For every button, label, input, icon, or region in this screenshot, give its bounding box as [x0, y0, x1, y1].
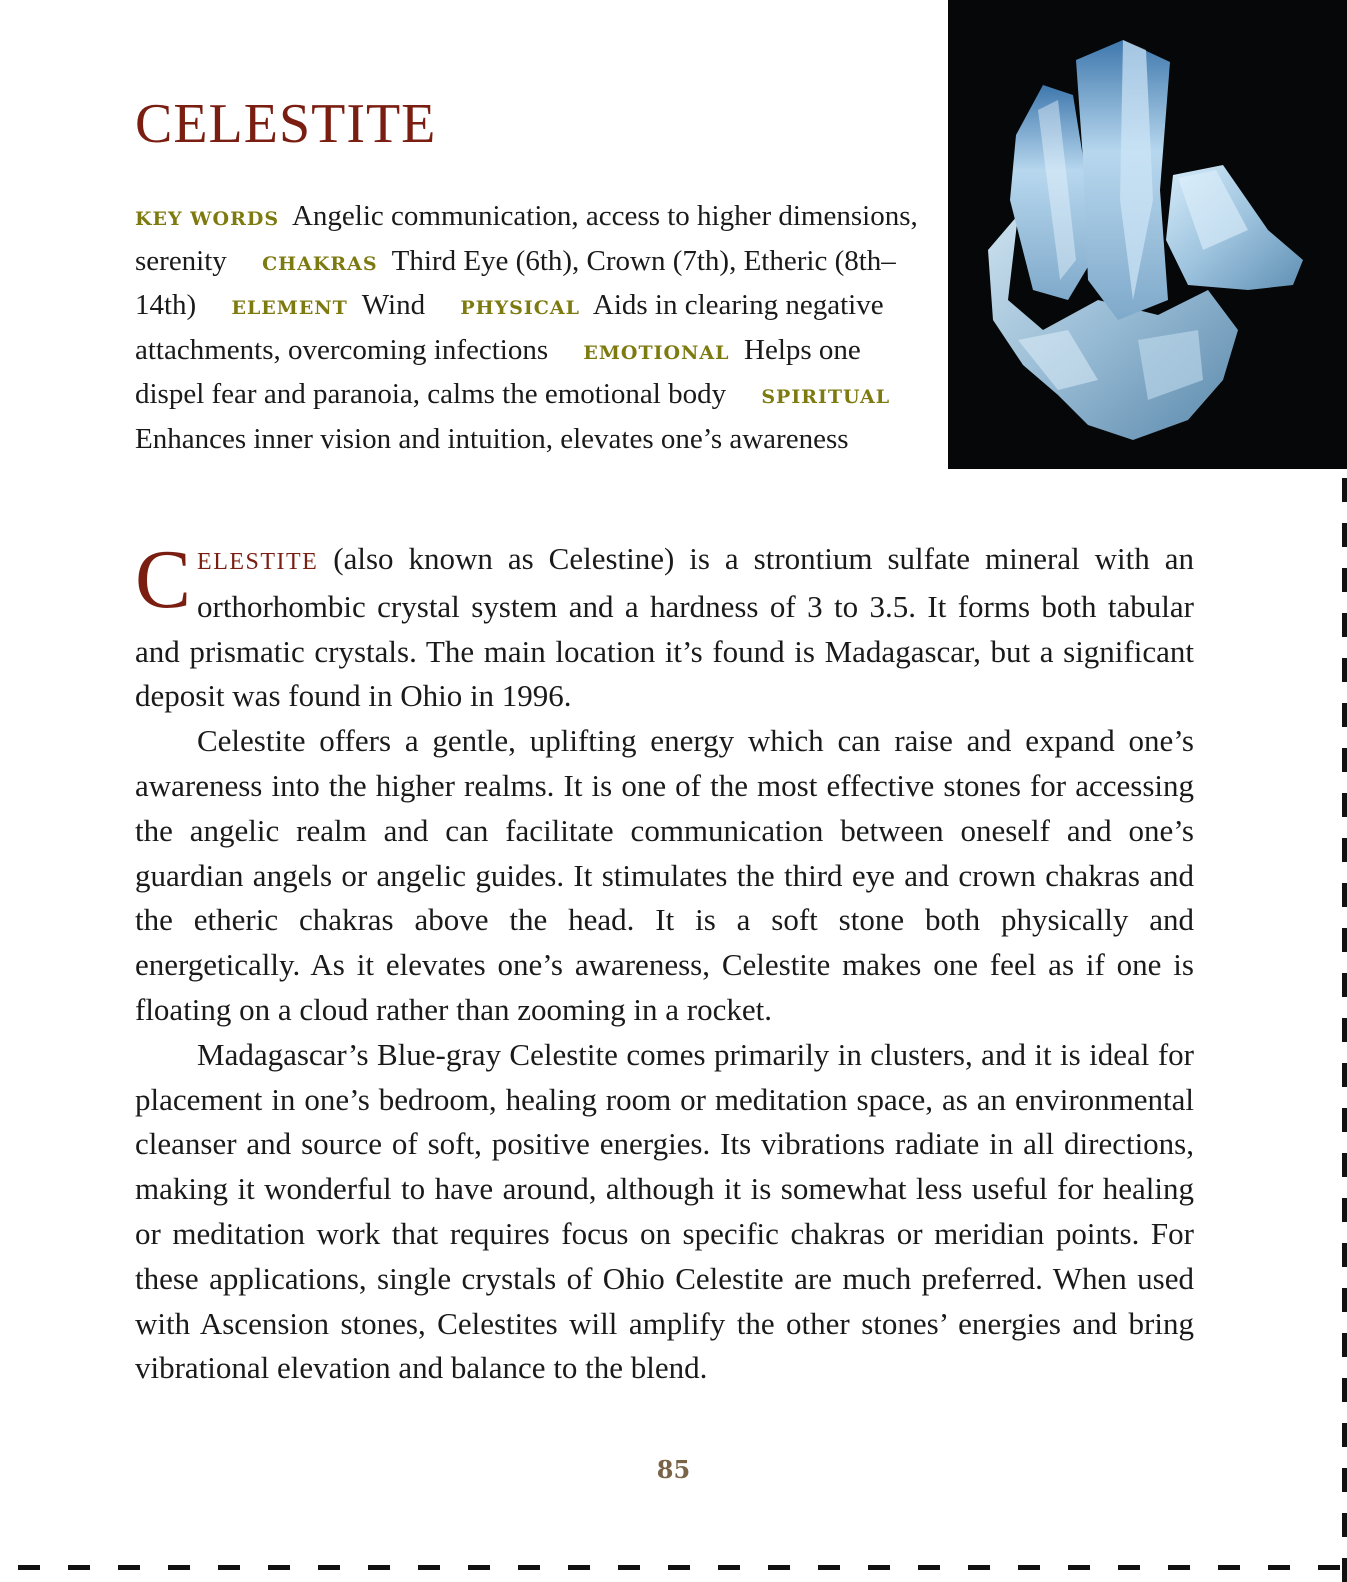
- edge-mark: [1118, 1565, 1140, 1570]
- edge-mark: [118, 1565, 140, 1570]
- edge-mark: [1342, 1288, 1347, 1312]
- edge-mark: [1018, 1565, 1040, 1570]
- edge-mark: [68, 1565, 90, 1570]
- spiritual-label: SPIRITUAL: [761, 386, 891, 409]
- spiritual-value: Enhances inner vision and intuition, elevates one’s awareness: [135, 422, 849, 455]
- edge-mark: [668, 1565, 690, 1570]
- edge-mark: [768, 1565, 790, 1570]
- edge-mark: [1318, 1565, 1340, 1570]
- celestite-crystal-image: [948, 0, 1347, 469]
- edge-mark: [1168, 1565, 1190, 1570]
- edge-mark: [968, 1565, 990, 1570]
- paragraph-3: Madagascar’s Blue-gray Celestite comes primarily in clusters, and it is ideal for placement in one’s bedroom, healing room or meditation space, as an environmental cleanser and source of soft, positive energies. Its vibrations radiate in all directions, making it wonderful to have around, although it is somewhat less useful for healing or meditation work that requires focus on specific chakras or meridian points. For these applications, single crystals of Ohio Celestite are much preferred. When used with Ascension stones, Celestites will amplify the other stones’ energies and bring vibrational elevation and balance to the blend.: [135, 1036, 1194, 1386]
- edge-mark: [1342, 703, 1347, 727]
- edge-mark: [868, 1565, 890, 1570]
- edge-mark: [1342, 478, 1347, 502]
- edge-mark: [1342, 928, 1347, 952]
- physical-label: PHYSICAL: [460, 297, 580, 320]
- edge-mark: [1342, 838, 1347, 862]
- edge-mark: [618, 1565, 640, 1570]
- edge-mark: [1342, 658, 1347, 682]
- edge-mark: [518, 1565, 540, 1570]
- edge-mark: [318, 1565, 340, 1570]
- edge-mark: [1342, 613, 1347, 637]
- emotional-label: EMOTIONAL: [583, 341, 730, 364]
- edge-mark: [1342, 1198, 1347, 1222]
- edge-mark: [1342, 1153, 1347, 1177]
- edge-mark: [168, 1565, 190, 1570]
- edge-mark: [1342, 568, 1347, 592]
- element-label: ELEMENT: [231, 297, 348, 320]
- edge-mark: [918, 1565, 940, 1570]
- paragraph-1-text: (also known as Celestine) is a strontium sulfate mineral with an orthorhombic crystal system and a hardness of 3 to 3.5. It forms both tabular and prismatic crystals. The main location it’s found is Madagascar, but a significant deposit was found in Ohio in 1996.: [135, 541, 1194, 714]
- main-text: [135, 533, 1194, 1391]
- edge-mark: [1342, 523, 1347, 547]
- key-words-label: KEY WORDS: [135, 208, 280, 230]
- lead-smallcaps: ELESTITE: [197, 549, 319, 575]
- crystal-photo: [948, 0, 1347, 469]
- edge-mark: [418, 1565, 440, 1570]
- drop-cap: C: [135, 533, 192, 626]
- edge-mark: [818, 1565, 840, 1570]
- page-title: CELESTITE: [135, 93, 437, 155]
- edge-mark: [368, 1565, 390, 1570]
- edge-mark: [1342, 793, 1347, 817]
- edge-mark: [1342, 748, 1347, 772]
- edge-mark: [468, 1565, 490, 1570]
- edge-mark: [268, 1565, 290, 1570]
- edge-mark: [1342, 1063, 1347, 1087]
- edge-mark: [1342, 883, 1347, 907]
- edge-mark: [1268, 1565, 1290, 1570]
- paragraph-1: [135, 533, 1194, 719]
- properties-block: [135, 196, 920, 461]
- paragraph-2: Celestite offers a gentle, uplifting energy which can raise and expand one’s awareness into the higher realms. It is one of the most effective stones for accessing the angelic realm and can facilitate communication between oneself and one’s guardian angels or angelic guides. It stimulates the third eye and crown chakras and the etheric chakras above the head. It is a soft stone both physically and energetically. As it elevates one’s awareness, Celestite makes one feel as if one is floating on a cloud rather than zooming in a rocket.: [135, 723, 1194, 1027]
- edge-mark: [1342, 973, 1347, 997]
- edge-mark: [1342, 1468, 1347, 1492]
- element-value: Wind: [361, 289, 426, 322]
- physical-value: Aids in clearing negative attachments, overcoming infections: [135, 289, 884, 366]
- edge-mark: [1342, 1558, 1347, 1582]
- emotional-value: Helps one dispel fear and paranoia, calms the emotional body: [135, 333, 861, 411]
- edge-mark: [1342, 1333, 1347, 1357]
- edge-mark: [1342, 1018, 1347, 1042]
- edge-mark: [1342, 1378, 1347, 1402]
- edge-mark: [18, 1565, 40, 1570]
- edge-mark: [218, 1565, 240, 1570]
- edge-mark: [1068, 1565, 1090, 1570]
- edge-mark: [718, 1565, 740, 1570]
- key-words-value: Angelic communication, access to higher dimensions, serenity: [135, 200, 918, 277]
- edge-mark: [568, 1565, 590, 1570]
- chakras-value: Third Eye (6th), Crown (7th), Etheric (8th–14th): [135, 244, 896, 322]
- edge-mark: [1342, 1243, 1347, 1267]
- chakras-label: CHAKRAS: [262, 252, 378, 275]
- edge-mark: [1342, 1513, 1347, 1537]
- edge-mark: [1342, 1423, 1347, 1447]
- edge-mark: [1218, 1565, 1240, 1570]
- page-number: 85: [656, 1455, 691, 1484]
- edge-mark: [1342, 1108, 1347, 1132]
